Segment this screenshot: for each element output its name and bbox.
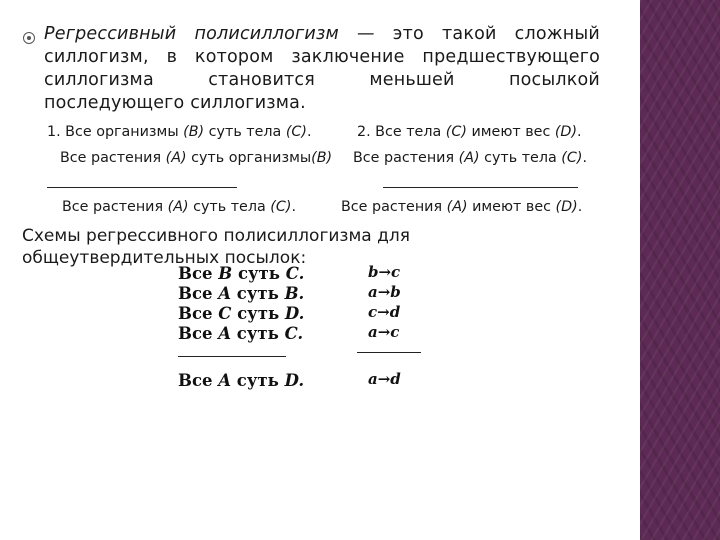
scheme-words-line [178,304,304,323]
text-part: суть [231,324,285,343]
text-part: Все [178,371,219,390]
text-part: Все [178,284,219,303]
text-part: A [218,371,232,390]
scheme-words-divider [178,356,286,357]
text-part: (C) [445,124,467,140]
text-part: суть [231,371,285,390]
text-part: (B) [311,150,333,166]
text-part: (A) [458,150,480,166]
example2-divider [383,187,578,188]
text-part: . [577,199,583,215]
definition-term: Регрессивный полисиллогизм [44,24,339,44]
text-part: Все [178,304,219,323]
text-part: (С) [270,199,292,215]
scheme-words-conclusion [178,371,304,390]
example1-divider [47,187,237,188]
example1-premise2 [60,150,332,166]
text-part: Все [178,324,219,343]
text-part: (С) [285,124,307,140]
scheme-formula-divider [357,352,421,353]
text-part: Все растения [60,150,166,166]
example1-premise1 [47,124,312,140]
text-part: имеют вес [466,124,555,140]
text-part: Все растения [353,150,459,166]
text-part: (D) [554,124,578,140]
example1-conclusion [62,199,296,215]
decorative-sidebar [640,0,720,540]
example2-premise1 [357,124,582,140]
text-part: B [218,264,233,283]
text-part: . [577,124,582,140]
text-part: (A) [165,150,187,166]
text-part: C. [284,324,304,343]
text-part: суть тела [204,124,286,140]
text-part: C [218,304,232,323]
scheme-formula-line: c→d [368,303,401,321]
text-part: . [291,199,296,215]
text-part: B. [284,284,305,303]
definition-paragraph [44,23,600,115]
text-part: суть [232,264,286,283]
scheme-formula-line: b→c [368,263,401,281]
text-part: (D) [555,199,578,215]
example2-conclusion [341,199,582,215]
text-part: (B) [183,124,205,140]
text-part: суть [231,284,285,303]
scheme-words-line [178,284,304,303]
scheme-formula-line: a→c [368,323,400,341]
text-part: D. [284,304,305,323]
scheme-words-line [178,324,303,343]
text-part: A [218,324,232,343]
scheme-formula-line: a→b [368,283,401,301]
text-part: имеют вес [467,199,556,215]
text-part: C. [285,264,305,283]
text-part: 1. Все организмы [47,124,184,140]
text-part: суть тела [188,199,271,215]
text-part: (A) [167,199,189,215]
text-part: . [582,150,587,166]
text-part: Все растения [62,199,168,215]
schemes-label: Схемы регрессивного полисиллогизма для общеутвердительных посылок: [22,226,410,268]
text-part: (A) [446,199,468,215]
text-part: суть организмы [186,150,312,166]
example2-premise2 [353,150,587,166]
bullet-icon [23,32,35,44]
text-part: . [307,124,312,140]
text-part: (C) [561,150,583,166]
scheme-formula-conclusion: a→d [368,370,401,388]
text-part: суть [231,304,285,323]
text-part: Все [178,264,219,283]
text-part: Все растения [341,199,447,215]
definition-text: — это такой сложный силлогизм, в котором заключение предшествующего силлогизма становится меньшей посылкой последующего силлогизма. [44,24,600,113]
scheme-words-line [178,264,304,283]
text-part: 2. Все тела [357,124,446,140]
text-part: суть тела [479,150,562,166]
text-part: A [218,284,232,303]
text-part: D. [284,371,305,390]
